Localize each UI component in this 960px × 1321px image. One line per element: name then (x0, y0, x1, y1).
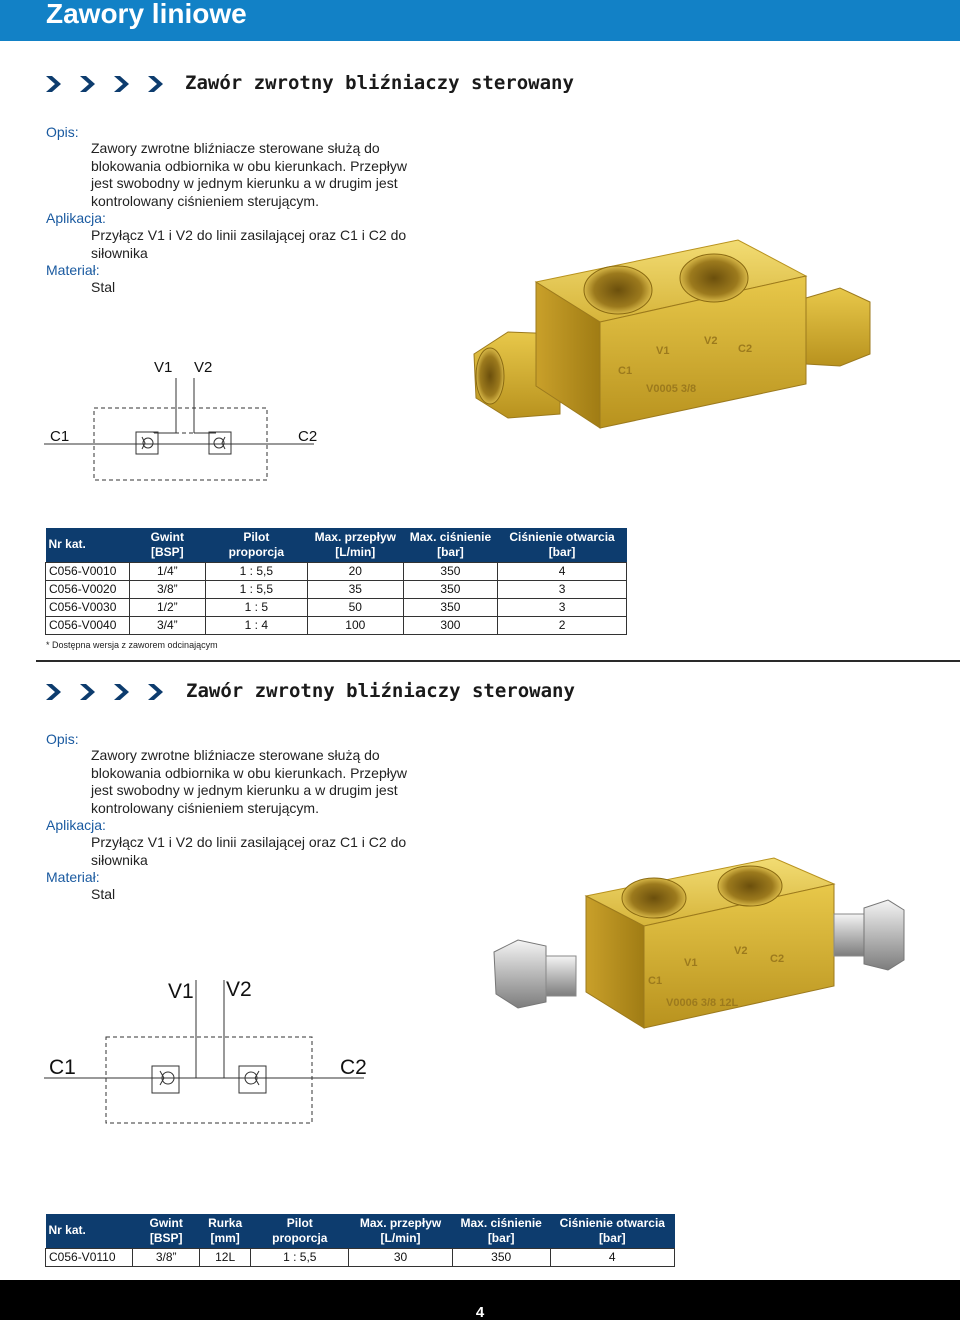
section1-material-label: Materiał: (46, 262, 100, 278)
text-line: Zawory zwrotne bliźniacze sterowane służą do (91, 140, 380, 156)
text-line: blokowania odbiornika w obu kierunkach. Przepływ (91, 157, 407, 174)
section2-material-value: Stal (91, 886, 116, 902)
schematic-label-v1: V1 (154, 359, 173, 376)
text-line: kontrolowany ciśnieniem sterującym. (91, 192, 319, 209)
header-unit: [bar] (487, 1230, 515, 1245)
section2-aplikacja-label: Aplikacja: (46, 817, 106, 833)
cell: 50 (307, 598, 403, 616)
table-header-cell (46, 1214, 133, 1248)
section2-chevrons (46, 681, 176, 703)
section2-title: Zawór zwrotny bliźniaczy sterowany (186, 680, 575, 702)
cell: 350 (403, 580, 497, 598)
header-text: Ciśnienie otwarcia (509, 529, 615, 544)
cell: 1/4” (129, 562, 205, 580)
text-line: Zawory zwrotne bliźniacze sterowane służą do (91, 747, 380, 763)
cell: 12L (199, 1248, 250, 1266)
section1-chevrons (46, 73, 176, 95)
header-text: Rurka (208, 1215, 243, 1230)
product-marking: V1 (684, 957, 698, 969)
table-header-cell (452, 1214, 550, 1248)
header-text: Pilot (243, 529, 270, 544)
header-text: Gwint (150, 529, 184, 544)
text-line: jest swobodny w jednym kierunku a w drugim jest (91, 782, 398, 798)
header-unit: [bar] (437, 544, 464, 559)
header-bar (0, 0, 960, 41)
cell: 300 (403, 616, 497, 634)
cell: 350 (452, 1248, 550, 1266)
header-unit: [BSP] (150, 544, 184, 559)
text-line: blokowania odbiornika w obu kierunkach. Przepływ (91, 764, 407, 781)
table-header-cell (46, 528, 130, 562)
cell-catalog-number: C056-V0010 (46, 562, 130, 580)
header-text: Max. przepływ (359, 1215, 442, 1230)
section2-hydraulic-schematic (44, 970, 374, 1130)
chevron-right-icon (46, 73, 176, 95)
table-header-cell (403, 528, 497, 562)
header-unit: [mm] (210, 1230, 240, 1245)
section1-hydraulic-schematic (44, 352, 334, 492)
table-header-cell (498, 528, 627, 562)
product-marking: C2 (738, 343, 753, 355)
text-line: kontrolowany ciśnieniem sterującym. (91, 799, 319, 816)
cell: 100 (307, 616, 403, 634)
cell: 1 : 5,5 (205, 562, 307, 580)
header-text: Gwint (149, 1215, 183, 1230)
table-row (46, 580, 627, 598)
header-text: Nr kat. (48, 1223, 86, 1238)
section2-aplikacja-text (91, 834, 511, 869)
product-marking: V0005 3/8 (646, 383, 697, 395)
text-line: Przyłącz V1 i V2 do linii zasilającej oraz C1 i C2 do (91, 227, 407, 243)
section1-spec-table (45, 528, 627, 635)
cell: 35 (307, 580, 403, 598)
cell: 20 (307, 562, 403, 580)
product-marking: V2 (704, 335, 718, 347)
header-unit: [L/min] (380, 1230, 421, 1245)
cell-catalog-number: C056-V0020 (46, 580, 130, 598)
header-text: Max. przepływ (314, 529, 396, 544)
text-line: jest swobodny w jednym kierunku a w drugim jest (91, 175, 398, 191)
header-text: Max. ciśnienie (460, 1215, 542, 1230)
cell: 30 (349, 1248, 452, 1266)
cell: 1 : 5,5 (205, 580, 307, 598)
header-unit: [bar] (548, 544, 576, 559)
text-line: Przyłącz V1 i V2 do linii zasilającej oraz C1 i C2 do (91, 834, 407, 850)
cell-catalog-number: C056-V0030 (46, 598, 130, 616)
table-header-cell (307, 528, 403, 562)
cell: 1 : 5 (205, 598, 307, 616)
schematic-label-c1: C1 (49, 1056, 76, 1079)
section2-spec-table (45, 1214, 675, 1267)
table-header-cell (129, 528, 205, 562)
product-marking: C1 (618, 365, 633, 377)
chevron-right-icon (46, 681, 176, 703)
table-header-cell (349, 1214, 452, 1248)
product-marking: C1 (648, 975, 663, 987)
table-header-cell (550, 1214, 674, 1248)
table-header-cell (251, 1214, 349, 1248)
table-row (46, 562, 627, 580)
table-header-cell (205, 528, 307, 562)
cell: 1 : 5,5 (251, 1248, 349, 1266)
cell-catalog-number: C056-V0040 (46, 616, 130, 634)
cell: 3/8” (129, 580, 205, 598)
header-text: Max. ciśnienie (409, 529, 492, 544)
product-marking: V2 (734, 945, 748, 957)
page-footer (0, 1280, 960, 1320)
section2-material-label: Materiał: (46, 869, 100, 885)
schematic-label-v2: V2 (226, 978, 252, 1001)
schematic-label-c2: C2 (340, 1056, 367, 1079)
header-text: Pilot (286, 1215, 313, 1230)
header-unit: proporcja (272, 1230, 328, 1245)
table-header-cell (133, 1214, 200, 1248)
table-row (46, 598, 627, 616)
schematic-label-v1: V1 (168, 980, 194, 1003)
section1-aplikacja-label: Aplikacja: (46, 210, 106, 226)
cell: 350 (403, 562, 497, 580)
section1-footnote: * Dostępna wersja z zaworem odcinającym (46, 640, 218, 650)
product-marking: V1 (656, 345, 670, 357)
section2-product-image (488, 856, 908, 1036)
cell: 350 (403, 598, 497, 616)
cell: 3/8” (133, 1248, 200, 1266)
page-number: 4 (475, 1304, 485, 1321)
header-unit: [L/min] (335, 544, 376, 559)
header-unit: [BSP] (149, 1230, 183, 1245)
page-title: Zawory liniowe (46, 0, 247, 29)
section-divider (36, 660, 960, 662)
schematic-label-v2: V2 (194, 359, 213, 376)
product-marking: V0006 3/8 12L (666, 997, 739, 1009)
section2-opis-label: Opis: (46, 731, 79, 747)
text-line: siłownika (91, 244, 148, 261)
schematic-label-c1: C1 (50, 428, 70, 445)
header-text: Ciśnienie otwarcia (559, 1215, 665, 1230)
cell: 1/2” (129, 598, 205, 616)
section2-opis-text (91, 747, 511, 817)
cell: 4 (498, 562, 627, 580)
cell: 4 (550, 1248, 674, 1266)
section1-title: Zawór zwrotny bliźniaczy sterowany (185, 72, 574, 94)
table-header-cell (199, 1214, 250, 1248)
cell: 3 (498, 580, 627, 598)
header-text: Nr kat. (48, 537, 86, 552)
section1-opis-label: Opis: (46, 124, 79, 140)
cell: 1 : 4 (205, 616, 307, 634)
section1-aplikacja-text (91, 227, 511, 262)
cell: 3/4” (129, 616, 205, 634)
table-row (46, 1248, 675, 1266)
table-row (46, 616, 627, 634)
schematic-label-c2: C2 (298, 428, 318, 445)
section1-product-image (468, 236, 878, 446)
cell: 3 (498, 598, 627, 616)
section1-material-value: Stal (91, 279, 116, 295)
cell-catalog-number: C056-V0110 (46, 1248, 133, 1266)
cell: 2 (498, 616, 627, 634)
text-line: siłownika (91, 851, 148, 868)
product-marking: C2 (770, 953, 785, 965)
section1-opis-text (91, 140, 511, 210)
header-unit: [bar] (598, 1230, 626, 1245)
header-unit: proporcja (228, 544, 285, 559)
